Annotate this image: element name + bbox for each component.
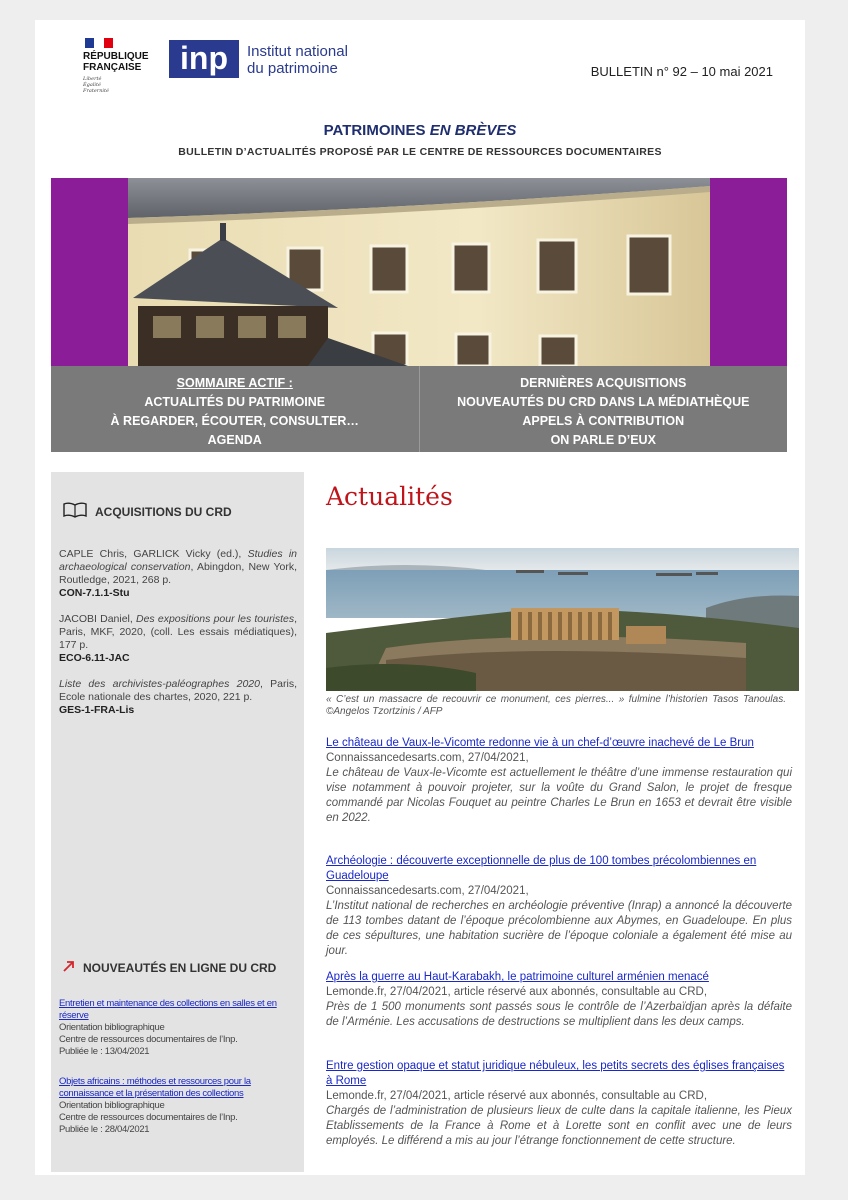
bulletin-number: BULLETIN n° 92 – 10 mai 2021 (590, 64, 773, 79)
online-item: Entretien et maintenance des collections en salles et en réserve Orientation bibliographique Centre de ressources documentaires de l’Inp. Publiée le : 13/04/2021 (59, 998, 277, 1057)
article-item (326, 970, 792, 1030)
acquisition-code: GES-1-FRA-Lis (59, 704, 135, 716)
summary-link-nouveautes[interactable]: NOUVEAUTÉS DU CRD DANS LA MÉDIATHÈQUE (457, 395, 750, 409)
rf-motto: Liberté Égalité Fraternité (83, 76, 109, 94)
summary-link-acquisitions[interactable]: DERNIÈRES ACQUISITIONS (520, 376, 687, 390)
inp-name: Institut national du patrimoine (247, 43, 348, 77)
online-item-link[interactable]: Objets africains : méthodes et ressources pour la connaissance et la présentation des collections (59, 1076, 251, 1099)
summary-left (51, 366, 420, 452)
online-heading: NOUVEAUTÉS EN LIGNE DU CRD (63, 960, 276, 975)
article-source: Lemonde.fr, 27/04/2021, article réservé aux abonnés, consultable au CRD, (326, 986, 708, 998)
article-description: Le château de Vaux-le-Vicomte est actuellement le théâtre d’une immense restauration qui vise notamment à pouvoir projeter, sur la voûte du Grand Salon, le projet de fresque commandé par Nicolas Fouquet au peintre Charles Le Brun en 1653 et devrait être visible en 2022. (326, 767, 792, 824)
summary-link-regarder[interactable]: À REGARDER, ÉCOUTER, CONSULTER… (110, 414, 359, 428)
banner-photo (128, 178, 710, 366)
acropolis-photo (326, 548, 799, 691)
acquisition-item: Liste des archivistes-paléographes 2020, Paris, Ecole nationale des chartes, 2020, 221 p. GES-1-FRA-Lis (59, 678, 297, 716)
photo-caption: « C’est un massacre de recouvrir ce monument, ces pierres... » fulmine l’historien Tasos Tanoulas. ©Angelos Tzortzinis / AFP (326, 694, 786, 717)
article-description: L’Institut national de recherches en archéologie préventive (Inrap) a annoncé la découverte de 113 tombes datant de l’époque précolombienne aux Abymes, en Guadeloupe. En plus de ces sépultures, une habitation sucrière de l’époque coloniale a également été mise au jour. (326, 900, 792, 957)
article-link[interactable]: Après la guerre au Haut-Karabakh, le patrimoine culturel arménien menacé (326, 971, 709, 983)
summary-link-agenda[interactable]: AGENDA (207, 433, 262, 447)
article-source: Connaissancedesarts.com, 27/04/2021, (326, 885, 529, 897)
sidebar (51, 472, 304, 1172)
summary-active-link[interactable]: SOMMAIRE ACTIF : (176, 376, 293, 390)
section-title: Actualités (326, 482, 453, 511)
summary-link-on-parle[interactable]: ON PARLE D’EUX (550, 433, 656, 447)
article-source: Lemonde.fr, 27/04/2021, article réservé aux abonnés, consultable au CRD, (326, 1090, 708, 1102)
acropolis-image (326, 548, 799, 691)
bulletin-subtitle: BULLETIN D’ACTUALITÉS PROPOSÉ PAR LE CENTRE DE RESSOURCES DOCUMENTAIRES (178, 146, 662, 158)
article-item (326, 854, 792, 959)
summary-right (420, 366, 788, 452)
republique-francaise-logo (83, 38, 155, 94)
bulletin-title: PATRIMOINES EN BRÈVES (323, 122, 517, 139)
acquisition-code: CON-7.1.1-Stu (59, 587, 130, 599)
bulletin-page (35, 20, 805, 1175)
online-item: Objets africains : méthodes et ressources pour la connaissance et la présentation des collections Orientation bibliographique Centre de ressources documentaires de l’Inp. Publiée le : 28/04/2021 (59, 1076, 251, 1135)
article-link[interactable]: Entre gestion opaque et statut juridique nébuleux, les petits secrets des églises françaises à Rome (326, 1060, 785, 1087)
acquisitions-heading: ACQUISITIONS DU CRD (63, 502, 232, 521)
article-description: Chargés de l’administration de plusieurs lieux de culte dans la capitale italienne, les Pieux Etablissements de la France à Rome et à Lorette sont en conflit avec une de leurs employés. Le différend a mis au jour l’étrange fonctionnement de cette structure. (326, 1105, 792, 1147)
inp-abbr: inp (169, 40, 239, 78)
article-source: Connaissancedesarts.com, 27/04/2021, (326, 752, 529, 764)
open-book-icon (63, 502, 87, 521)
acquisition-item: CAPLE Chris, GARLICK Vicky (ed.), Studies in archaeological conservation, Abingdon, New York, Routledge, 2021, 268 p. CON-7.1.1-Stu (59, 548, 297, 599)
banner (51, 178, 787, 366)
inp-logo (169, 40, 348, 78)
french-flag-icon (85, 38, 113, 48)
article-item (326, 736, 792, 826)
article-link[interactable]: Archéologie : découverte exceptionnelle de plus de 100 tombes précolombiennes en Guadeloupe (326, 855, 757, 882)
building-courtyard-image (128, 178, 710, 366)
acquisition-code: ECO-6.11-JAC (59, 652, 130, 664)
rf-name-line1: RÉPUBLIQUE (83, 51, 149, 62)
rf-name-line2: FRANÇAISE (83, 62, 142, 73)
article-item (326, 1059, 792, 1149)
summary-link-appels[interactable]: APPELS À CONTRIBUTION (522, 414, 685, 428)
online-item-link[interactable]: Entretien et maintenance des collections en salles et en réserve (59, 998, 277, 1021)
summary-bar (51, 366, 787, 452)
acquisition-item: JACOBI Daniel, Des expositions pour les touristes, Paris, MKF, 2020, (coll. Les essais médiatiques), 177 p. ECO-6.11-JAC (59, 613, 297, 664)
article-description: Près de 1 500 monuments sont passés sous le contrôle de l’Azerbaïdjan après la défaite de l’Arménie. Les accusations de destructions se multiplient dans les deux camps. (326, 1001, 792, 1028)
summary-link-actualites[interactable]: ACTUALITÉS DU PATRIMOINE (144, 395, 326, 409)
article-link[interactable]: Le château de Vaux-le-Vicomte redonne vie à un chef-d’œuvre inachevé de Le Brun (326, 737, 754, 749)
arrow-up-right-icon (63, 960, 75, 975)
